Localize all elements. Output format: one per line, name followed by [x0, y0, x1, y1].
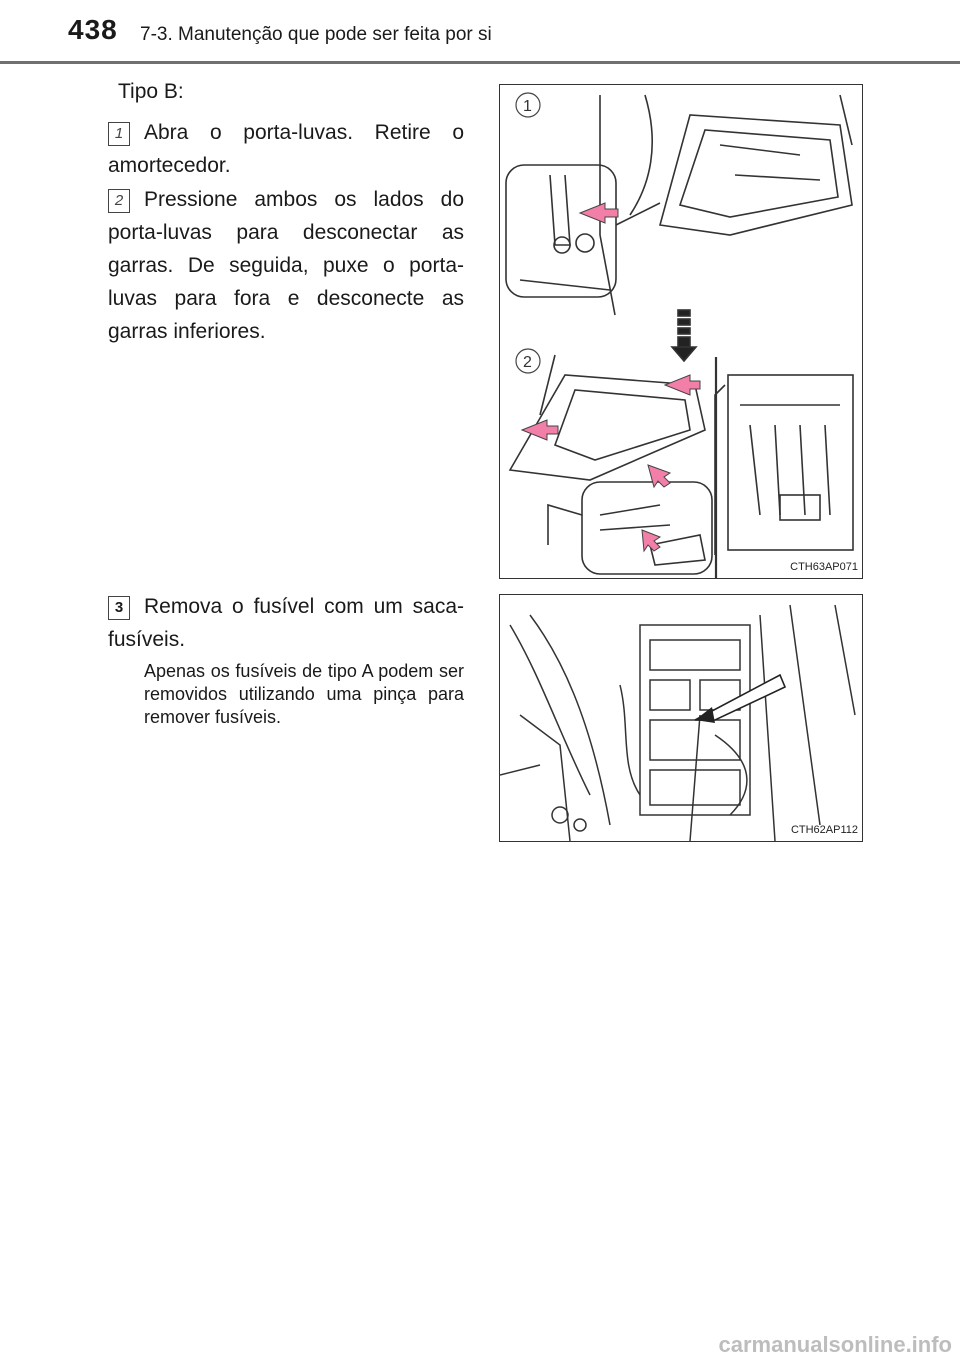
- header-rule: [0, 61, 960, 64]
- figure-code-2: CTH62AP112: [790, 824, 858, 836]
- watermark: carmanualsonline.info: [718, 1332, 952, 1357]
- callout-1: 1: [523, 98, 532, 115]
- section-title: 7-3. Manutenção que pode ser feita por si: [140, 24, 492, 45]
- glovebox-removal-figure: [499, 84, 863, 579]
- step-number-1: 1: [108, 122, 130, 146]
- fuse-removal-figure: [499, 594, 863, 842]
- step-1: [108, 116, 464, 182]
- step-number-3: 3: [108, 596, 130, 620]
- step-3: [108, 590, 464, 656]
- note-text: Apenas os fusíveis de tipo A podem ser removidos utilizando uma pinça para remover fusíveis.: [144, 661, 464, 727]
- step-text-3: Remova o fusível com um saca-fusíveis.: [108, 595, 464, 651]
- step-text-2: Pressione ambos os lados do porta-luvas para desconectar as garras. De seguida, puxe o porta-luvas para fora e desconecte as garras inferiores.: [108, 188, 464, 343]
- figure-code-1: CTH63AP071: [790, 561, 858, 573]
- step-2: [108, 183, 464, 348]
- step-text-1: Abra o porta-luvas. Retire o amortecedor.: [108, 121, 464, 177]
- type-label: Tipo B:: [118, 80, 184, 103]
- step-number-2: 2: [108, 189, 130, 213]
- engine-fuse-illustration: [500, 595, 862, 841]
- glovebox-illustration: [500, 85, 862, 578]
- page-number: 438: [68, 14, 118, 45]
- callout-2: 2: [523, 354, 532, 371]
